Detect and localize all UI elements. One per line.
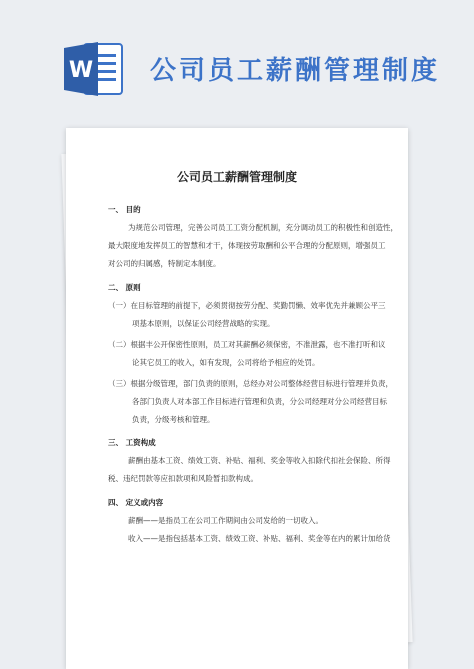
body-text-line: 项基本原则，以保证公司经营战略的实现。 bbox=[132, 319, 275, 328]
body-text-line: 薪酬由基本工资、绩效工资、补贴、福利、奖金等收入扣除代扣社会保险、所得 bbox=[128, 456, 391, 465]
body-text-line: 为规范公司管理，完善公司员工工资分配机制，充分调动员工的积极性和创造性， bbox=[128, 223, 398, 232]
body-text-line: （二）根据丰公开保密性原则，员工对其薪酬必须保密，不准泄露，也不准打听和议 bbox=[108, 340, 386, 349]
banner-title: 公司员工薪酬管理制度 bbox=[150, 56, 441, 86]
section-heading: 二、 原则 bbox=[108, 283, 141, 292]
word-document-icon bbox=[62, 40, 126, 98]
body-text-line: （一）在目标管理的前提下，必须贯彻按劳分配、奖勤罚懒、效率优先并兼顾公平三 bbox=[108, 301, 386, 310]
body-text-line: 最大限度地发挥员工的智慧和才干，体现按劳取酬和公平合理的分配原则，增强员工 bbox=[108, 241, 386, 250]
body-text-line: 税、违纪罚款等应扣款项和风险暂扣款构成。 bbox=[108, 474, 258, 483]
banner bbox=[0, 0, 474, 108]
section-heading: 一、 目的 bbox=[108, 205, 141, 214]
word-icon-letter: W bbox=[68, 58, 94, 83]
body-text-line: 薪酬——是指员工在公司工作期间由公司发给的一切收入。 bbox=[128, 516, 323, 525]
document-title: 公司员工薪酬管理制度 bbox=[176, 170, 297, 184]
body-text-line: 论其它员工的收入，如有发现，公司将给予相应的处罚。 bbox=[132, 358, 320, 367]
section-heading: 三、 工资构成 bbox=[108, 438, 156, 447]
body-text-line: 对公司的归属感，特制定本制度。 bbox=[108, 259, 221, 268]
body-text-line: （三）根据分级管理，部门负责的原则，总经办对公司整体经营目标进行管理并负责， bbox=[108, 379, 393, 388]
body-text-line: 负责，分级考核和管理。 bbox=[132, 415, 215, 424]
document-page bbox=[66, 128, 408, 669]
section-heading: 四、 定义或内容 bbox=[108, 498, 164, 507]
body-text-line: 收入——是指包括基本工资、绩效工资、补贴、福利、奖金等在内的累计加给货 bbox=[128, 534, 391, 543]
body-text-line: 各部门负责人对本部工作目标进行管理和负责，分公司经理对分公司经营目标 bbox=[132, 397, 387, 406]
